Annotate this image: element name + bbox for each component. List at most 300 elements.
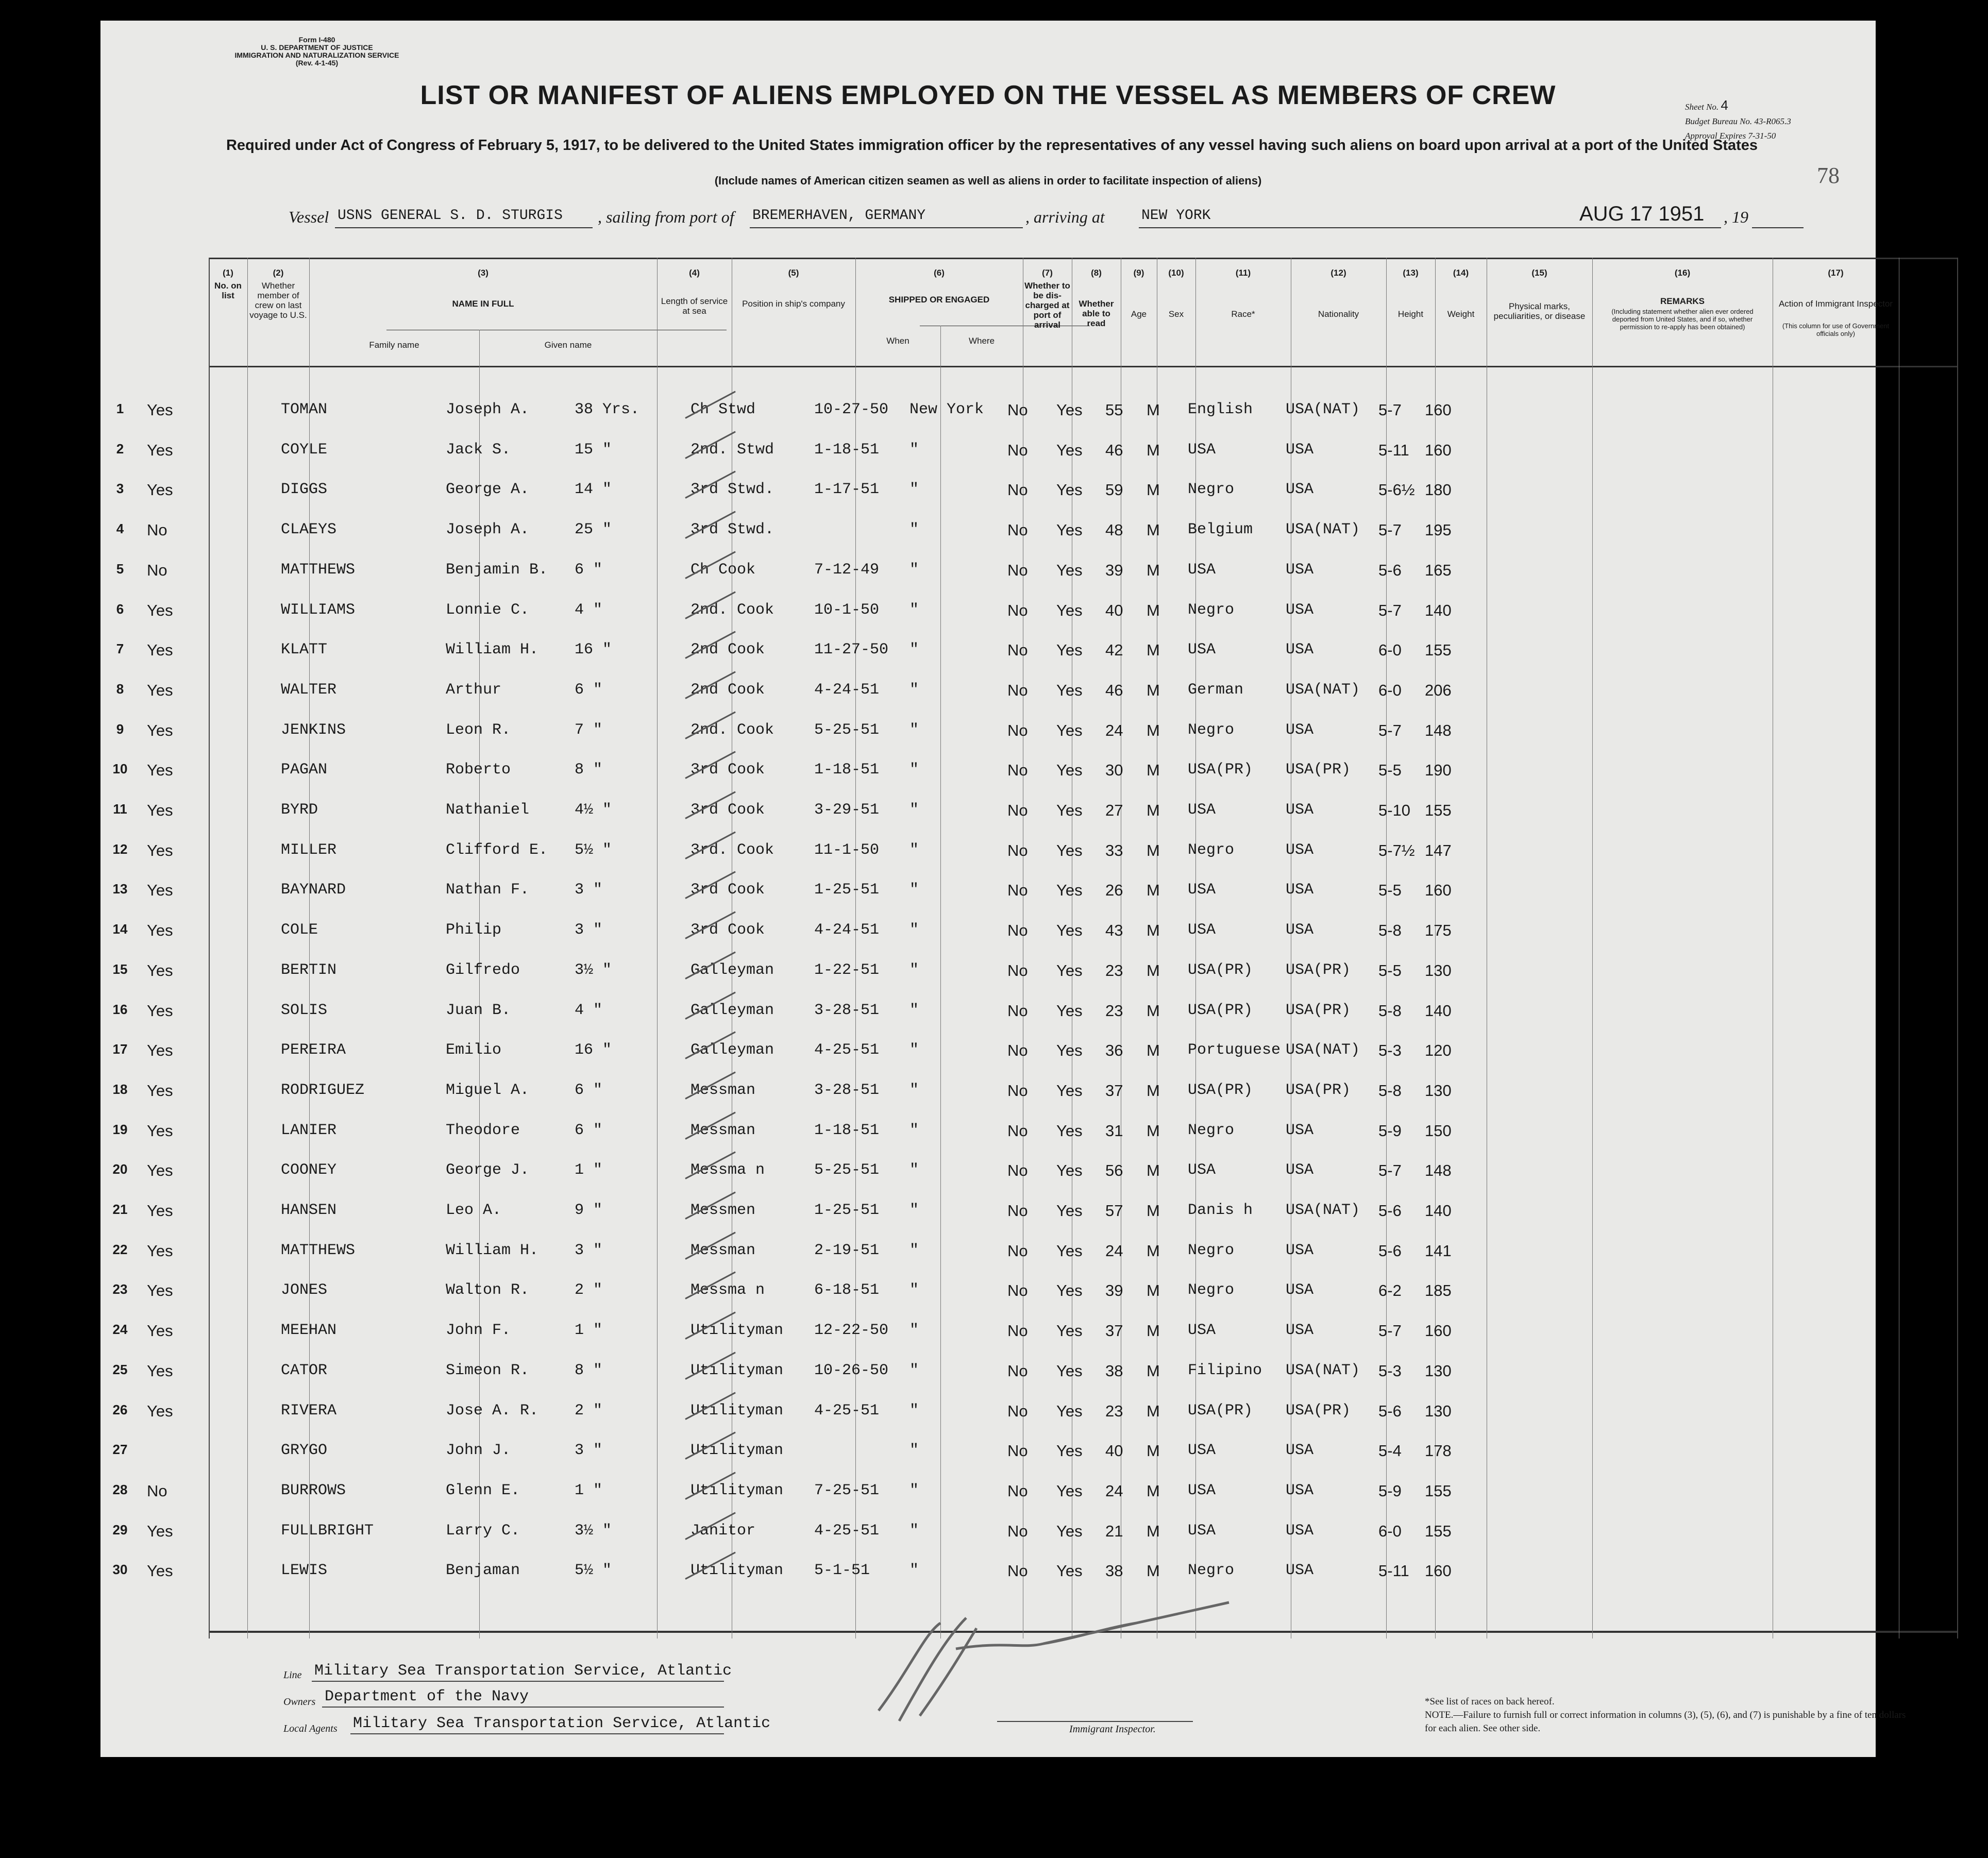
- cell-sex: M: [1147, 481, 1160, 499]
- col-num-15: (15): [1531, 268, 1547, 278]
- cell-nationality: USA: [1286, 1161, 1314, 1179]
- cell-when: 10-27-50: [814, 401, 889, 418]
- cell-service: 16 ": [575, 641, 612, 659]
- note-races: *See list of races on back hereof.: [1425, 1696, 1555, 1707]
- table-row: [112, 1147, 1957, 1187]
- cell-sex: M: [1147, 1361, 1160, 1380]
- cell-race: Negro: [1188, 1562, 1235, 1580]
- cell-read: Yes: [1056, 1202, 1083, 1220]
- cell-given: Roberto: [446, 761, 511, 779]
- col-able-to-read: Whether able to read: [1079, 299, 1114, 328]
- cell-crew: Yes: [147, 1081, 173, 1100]
- cell-when: 5-1-51: [814, 1562, 870, 1580]
- cell-no: 22: [112, 1241, 128, 1257]
- cell-service: 3 ": [575, 1442, 603, 1460]
- sheet-number: 4: [1721, 97, 1728, 113]
- table-row: [112, 907, 1957, 947]
- inspector-label: Immigrant Inspector.: [1069, 1724, 1156, 1735]
- cell-nationality: USA: [1286, 1241, 1314, 1259]
- cell-position: Ch Cook: [690, 561, 756, 579]
- cell-crew: Yes: [147, 801, 173, 819]
- cell-discharged: No: [1007, 1361, 1028, 1380]
- cell-no: 1: [116, 401, 124, 416]
- cell-where: ": [909, 1081, 919, 1099]
- service: IMMIGRATION AND NATURALIZATION SERVICE: [234, 51, 399, 59]
- cell-age: 37: [1105, 1081, 1123, 1100]
- cell-nationality: USA: [1286, 721, 1314, 739]
- col-physical-marks: Physical marks, peculiarities, or disease: [1493, 301, 1586, 321]
- cell-race: USA: [1188, 921, 1216, 939]
- cell-no: 6: [116, 601, 124, 617]
- cell-race: USA: [1188, 1481, 1216, 1499]
- cell-discharged: No: [1007, 721, 1028, 739]
- cell-read: Yes: [1056, 521, 1083, 539]
- cell-nationality: USA: [1286, 481, 1314, 499]
- cell-family: FULLBRIGHT: [281, 1522, 374, 1540]
- form-number: Form I-480: [298, 36, 335, 44]
- cell-weight: 155: [1425, 1522, 1452, 1540]
- cell-position: Messmen: [690, 1202, 756, 1219]
- cell-age: 57: [1105, 1202, 1123, 1220]
- col-age: Age: [1131, 309, 1147, 319]
- cell-where: ": [909, 921, 919, 939]
- cell-race: Negro: [1188, 1281, 1235, 1299]
- cell-no: 23: [112, 1281, 128, 1297]
- cell-weight: 140: [1425, 1202, 1452, 1220]
- cell-where: ": [909, 1001, 919, 1019]
- col-when: When: [886, 336, 909, 346]
- col-num-9: (9): [1133, 268, 1144, 278]
- cell-discharged: No: [1007, 481, 1028, 499]
- cell-height: 5-3: [1378, 1041, 1402, 1060]
- cell-race: Filipino: [1188, 1361, 1262, 1379]
- cell-nationality: USA: [1286, 1322, 1314, 1340]
- cell-when: 10-26-50: [814, 1361, 889, 1379]
- cell-read: Yes: [1056, 481, 1083, 499]
- cell-race: Negro: [1188, 1121, 1235, 1139]
- cell-read: Yes: [1056, 1562, 1083, 1580]
- cell-read: Yes: [1056, 561, 1083, 579]
- cell-no: 20: [112, 1161, 128, 1177]
- cell-given: Larry C.: [446, 1522, 520, 1540]
- cell-read: Yes: [1056, 401, 1083, 419]
- cell-position: 2nd. Cook: [690, 601, 774, 619]
- cell-where: ": [909, 841, 919, 859]
- cell-weight: 130: [1425, 1401, 1452, 1420]
- cell-when: 3-29-51: [814, 801, 880, 819]
- cell-when: 1-17-51: [814, 481, 880, 499]
- cell-race: USA(PR): [1188, 1081, 1253, 1099]
- approval-expires: Approval Expires 7-31-50: [1685, 131, 1776, 141]
- table-row: [112, 1467, 1957, 1508]
- cell-discharged: No: [1007, 401, 1028, 419]
- table-row: [116, 386, 1957, 427]
- vessel-name: USNS GENERAL S. D. STURGIS: [338, 208, 563, 224]
- cell-no: 9: [116, 721, 124, 737]
- cell-given: George A.: [446, 481, 530, 499]
- cell-read: Yes: [1056, 801, 1083, 819]
- cell-race: USA(PR): [1188, 1401, 1253, 1420]
- cell-where: ": [909, 1481, 919, 1499]
- table-row: [112, 947, 1957, 987]
- col-num-2: (2): [273, 268, 284, 278]
- cell-height: 5-8: [1378, 1081, 1402, 1100]
- col-num-1: (1): [223, 268, 233, 278]
- cell-sex: M: [1147, 1161, 1160, 1180]
- cell-where: ": [909, 1281, 919, 1299]
- cell-nationality: USA: [1286, 1121, 1314, 1139]
- cell-height: 5-5: [1378, 961, 1402, 979]
- cell-age: 40: [1105, 1442, 1123, 1460]
- form-identifier: [209, 36, 425, 67]
- cell-family: CATOR: [281, 1361, 328, 1379]
- cell-age: 23: [1105, 1401, 1123, 1420]
- cell-when: 3-28-51: [814, 1001, 880, 1019]
- cell-position: 2nd Cook: [690, 681, 765, 699]
- cell-crew: Yes: [147, 921, 173, 940]
- table-row: [116, 547, 1957, 587]
- cell-no: 11: [113, 801, 127, 817]
- cell-service: 5½ ": [575, 841, 612, 859]
- cell-crew: Yes: [147, 1041, 173, 1060]
- cell-given: George J.: [446, 1161, 530, 1179]
- cell-family: BYRD: [281, 801, 318, 819]
- cell-when: 2-19-51: [814, 1241, 880, 1259]
- cell-family: LEWIS: [281, 1562, 328, 1580]
- cell-race: USA: [1188, 1442, 1216, 1460]
- col-inspector-note: (This column for use of Government officials only): [1782, 322, 1890, 337]
- cell-no: 18: [112, 1081, 128, 1097]
- cell-height: 6-0: [1378, 681, 1402, 699]
- cell-when: 4-25-51: [814, 1401, 880, 1420]
- table-row: [112, 1067, 1957, 1107]
- cell-read: Yes: [1056, 641, 1083, 660]
- cell-crew: Yes: [147, 641, 173, 660]
- col-num-11: (11): [1235, 268, 1251, 278]
- cell-crew: No: [147, 1481, 167, 1500]
- cell-service: 3 ": [575, 921, 603, 939]
- cell-given: Joseph A.: [446, 401, 530, 418]
- cell-no: 21: [112, 1202, 128, 1217]
- cell-nationality: USA: [1286, 1281, 1314, 1299]
- cell-race: USA: [1188, 1322, 1216, 1340]
- cell-given: Jack S.: [446, 441, 511, 459]
- cell-no: 24: [112, 1322, 128, 1338]
- department: U. S. DEPARTMENT OF JUSTICE: [261, 43, 373, 52]
- table-row: [112, 1187, 1957, 1227]
- cell-age: 23: [1105, 1001, 1123, 1020]
- agents-label: Local Agents: [283, 1723, 338, 1734]
- cell-age: 37: [1105, 1322, 1123, 1340]
- cell-when: 7-12-49: [814, 561, 880, 579]
- cell-weight: 185: [1425, 1281, 1452, 1300]
- cell-race: USA: [1188, 641, 1216, 659]
- col-race: Race*: [1231, 309, 1255, 319]
- cell-height: 5-9: [1378, 1481, 1402, 1500]
- cell-age: 55: [1105, 401, 1123, 419]
- cell-height: 5-6: [1378, 1202, 1402, 1220]
- cell-discharged: No: [1007, 1481, 1028, 1500]
- table-row: [112, 1347, 1957, 1388]
- cell-sex: M: [1147, 801, 1160, 819]
- cell-position: 2nd. Cook: [690, 721, 774, 739]
- cell-where: ": [909, 601, 919, 619]
- cell-no: 5: [116, 561, 124, 577]
- cell-sex: M: [1147, 1121, 1160, 1140]
- col-position: Position in ship's company: [742, 299, 845, 309]
- vessel-line: [289, 204, 1834, 234]
- cell-height: 5-8: [1378, 1001, 1402, 1020]
- cell-height: 5-7: [1378, 1161, 1402, 1180]
- cell-race: Negro: [1188, 841, 1235, 859]
- owners-label: Owners: [283, 1696, 316, 1708]
- crew-table: [112, 258, 1957, 1639]
- cell-crew: Yes: [147, 881, 173, 900]
- port-to: NEW YORK: [1141, 208, 1211, 224]
- table-row: [112, 1427, 1957, 1467]
- cell-position: 2nd Cook: [690, 641, 765, 659]
- cell-height: 5-8: [1378, 921, 1402, 940]
- cell-sex: M: [1147, 1281, 1160, 1300]
- cell-weight: 148: [1425, 1161, 1452, 1180]
- cell-crew: Yes: [147, 481, 173, 499]
- cell-race: Belgium: [1188, 521, 1253, 539]
- cell-crew: No: [147, 561, 167, 579]
- cell-service: 3½ ": [575, 1522, 612, 1540]
- table-row: [112, 1227, 1957, 1268]
- cell-given: Leon R.: [446, 721, 511, 739]
- cell-given: William H.: [446, 641, 539, 659]
- cell-when: 7-25-51: [814, 1481, 880, 1499]
- col-num-16: (16): [1674, 268, 1691, 278]
- cell-position: Utilityman: [690, 1322, 784, 1340]
- cell-crew: Yes: [147, 1361, 173, 1380]
- cell-crew: Yes: [147, 1161, 173, 1180]
- cell-given: Nathaniel: [446, 801, 530, 819]
- cell-family: HANSEN: [281, 1202, 337, 1219]
- cell-read: Yes: [1056, 1281, 1083, 1300]
- cell-where: ": [909, 1241, 919, 1259]
- cell-given: Joseph A.: [446, 521, 530, 539]
- cell-weight: 130: [1425, 961, 1452, 979]
- table-row: [116, 667, 1957, 707]
- cell-given: Benjaman: [446, 1562, 520, 1580]
- line-label: Line: [283, 1669, 302, 1681]
- cell-crew: Yes: [147, 1001, 173, 1020]
- cell-family: MATTHEWS: [281, 1241, 356, 1259]
- cell-discharged: No: [1007, 1442, 1028, 1460]
- col-inspector-action: Action of Immigrant Inspector: [1778, 299, 1893, 309]
- cell-race: USA: [1188, 441, 1216, 459]
- cell-discharged: No: [1007, 521, 1028, 539]
- cell-age: 56: [1105, 1161, 1123, 1180]
- cell-age: 38: [1105, 1361, 1123, 1380]
- cell-where: ": [909, 761, 919, 779]
- cell-race: USA(PR): [1188, 1001, 1253, 1019]
- cell-age: 31: [1105, 1121, 1123, 1140]
- table-row: [112, 1388, 1957, 1428]
- cell-family: KLATT: [281, 641, 328, 659]
- cell-weight: 148: [1425, 721, 1452, 739]
- col-family-name: Family name: [369, 340, 419, 350]
- cell-discharged: No: [1007, 761, 1028, 780]
- cell-discharged: No: [1007, 601, 1028, 619]
- cell-when: 11-27-50: [814, 641, 889, 659]
- cell-height: 5-3: [1378, 1361, 1402, 1380]
- cell-no: 30: [112, 1562, 128, 1578]
- cell-position: Messma n: [690, 1281, 765, 1299]
- cell-position: 3rd Cook: [690, 761, 765, 779]
- cell-family: LANIER: [281, 1121, 337, 1139]
- cell-where: ": [909, 641, 919, 659]
- cell-age: 59: [1105, 481, 1123, 499]
- cell-weight: 160: [1425, 401, 1452, 419]
- col-num-12: (12): [1330, 268, 1346, 278]
- cell-age: 42: [1105, 641, 1123, 660]
- cell-discharged: No: [1007, 1522, 1028, 1540]
- cell-family: JENKINS: [281, 721, 346, 739]
- cell-no: 19: [112, 1121, 128, 1137]
- cell-height: 5-10: [1378, 801, 1411, 819]
- table-row: [113, 787, 1957, 827]
- cell-discharged: No: [1007, 961, 1028, 979]
- cell-weight: 160: [1425, 881, 1452, 900]
- cell-weight: 140: [1425, 601, 1452, 619]
- cell-family: MATTHEWS: [281, 561, 356, 579]
- cell-where: ": [909, 561, 919, 579]
- col-discharged: Whether to be dis-charged at port of arrival: [1024, 281, 1070, 330]
- cell-nationality: USA(NAT): [1286, 401, 1360, 418]
- cell-read: Yes: [1056, 1322, 1083, 1340]
- cell-age: 46: [1105, 681, 1123, 699]
- cell-height: 5-6: [1378, 561, 1402, 579]
- cell-height: 6-0: [1378, 1522, 1402, 1540]
- cell-family: PAGAN: [281, 761, 328, 779]
- cell-sex: M: [1147, 1322, 1160, 1340]
- cell-service: 3 ": [575, 1241, 603, 1259]
- cell-age: 48: [1105, 521, 1123, 539]
- cell-given: Simeon R.: [446, 1361, 530, 1379]
- cell-read: Yes: [1056, 1481, 1083, 1500]
- cell-height: 6-2: [1378, 1281, 1402, 1300]
- cell-sex: M: [1147, 1562, 1160, 1580]
- cell-family: JONES: [281, 1281, 328, 1299]
- cell-family: BAYNARD: [281, 881, 346, 899]
- cell-race: USA: [1188, 1161, 1216, 1179]
- cell-read: Yes: [1056, 1241, 1083, 1260]
- cell-height: 5-7: [1378, 401, 1402, 419]
- cell-family: MILLER: [281, 841, 337, 859]
- footer-note: [1425, 1695, 1914, 1735]
- cell-weight: 190: [1425, 761, 1452, 780]
- cell-service: 2 ": [575, 1281, 603, 1299]
- cell-service: 3½ ": [575, 961, 612, 979]
- cell-age: 36: [1105, 1041, 1123, 1060]
- cell-discharged: No: [1007, 841, 1028, 859]
- cell-weight: 120: [1425, 1041, 1452, 1060]
- cell-service: 8 ": [575, 1361, 603, 1379]
- cell-service: 1 ": [575, 1481, 603, 1499]
- cell-given: William H.: [446, 1241, 539, 1259]
- cell-family: BURROWS: [281, 1481, 346, 1499]
- cell-nationality: USA(PR): [1286, 1081, 1351, 1099]
- cell-position: Messman: [690, 1081, 756, 1099]
- table-row: [116, 707, 1957, 747]
- cell-weight: 155: [1425, 641, 1452, 660]
- cell-read: Yes: [1056, 1161, 1083, 1180]
- cell-sex: M: [1147, 681, 1160, 699]
- col-no-on-list: No. on list: [214, 281, 242, 300]
- cell-nationality: USA(NAT): [1286, 1202, 1360, 1219]
- cell-service: 15 ": [575, 441, 612, 459]
- cell-service: 4 ": [575, 601, 603, 619]
- cell-weight: 175: [1425, 921, 1452, 940]
- col-where: Where: [968, 336, 995, 346]
- cell-family: TOMAN: [281, 401, 328, 418]
- col-sex: Sex: [1168, 309, 1184, 319]
- col-nationality: Nationality: [1318, 309, 1359, 319]
- line-value: Military Sea Transportation Service, Atlantic: [314, 1662, 732, 1680]
- cell-crew: Yes: [147, 761, 173, 780]
- arriving-label: , arriving at: [1025, 208, 1105, 226]
- cell-crew: Yes: [147, 1121, 173, 1140]
- cell-discharged: No: [1007, 1001, 1028, 1020]
- col-name-in-full: NAME IN FULL: [452, 299, 514, 309]
- cell-position: Janitor: [690, 1522, 756, 1540]
- table-row: [112, 827, 1957, 867]
- table-row: [112, 1027, 1957, 1067]
- cell-family: SOLIS: [281, 1001, 328, 1019]
- cell-no: 25: [112, 1361, 128, 1377]
- cell-sex: M: [1147, 761, 1160, 780]
- table-row: [112, 1307, 1957, 1347]
- cell-no: 17: [112, 1041, 128, 1057]
- cell-nationality: USA: [1286, 881, 1314, 899]
- cell-read: Yes: [1056, 601, 1083, 619]
- table-row: [112, 1547, 1957, 1587]
- cell-where: ": [909, 1161, 919, 1179]
- cell-height: 5-6½: [1378, 481, 1415, 499]
- cell-nationality: USA: [1286, 1481, 1314, 1499]
- cell-nationality: USA(PR): [1286, 761, 1351, 779]
- page-subnote: (Include names of American citizen seamen as well as aliens in order to facilitate inspection of aliens): [714, 174, 1262, 187]
- cell-sex: M: [1147, 721, 1160, 739]
- manifest-sheet: [100, 21, 1906, 1757]
- cell-race: Negro: [1188, 1241, 1235, 1259]
- table-row: [112, 1107, 1957, 1147]
- cell-read: Yes: [1056, 881, 1083, 900]
- cell-where: ": [909, 1361, 919, 1379]
- cell-given: Glenn E.: [446, 1481, 520, 1499]
- note-text: NOTE.—Failure to furnish full or correct information in columns (3), (5), (6), and (7) is punishable by a fine of ten dollars for each alien. See other side.: [1425, 1710, 1906, 1734]
- cell-read: Yes: [1056, 1401, 1083, 1420]
- inspector-signature: [868, 1592, 1255, 1726]
- cell-position: 3rd Cook: [690, 921, 765, 939]
- cell-position: Utilityman: [690, 1361, 784, 1379]
- sheet-info: [1685, 98, 1850, 143]
- cell-read: Yes: [1056, 1442, 1083, 1460]
- cell-weight: 165: [1425, 561, 1452, 579]
- cell-age: 30: [1105, 761, 1123, 780]
- col-num-10: (10): [1168, 268, 1184, 278]
- cell-when: 1-18-51: [814, 761, 880, 779]
- cell-where: ": [909, 721, 919, 739]
- cell-position: Messman: [690, 1241, 756, 1259]
- cell-read: Yes: [1056, 841, 1083, 859]
- cell-age: 40: [1105, 601, 1123, 619]
- cell-where: ": [909, 1041, 919, 1059]
- cell-given: Walton R.: [446, 1281, 530, 1299]
